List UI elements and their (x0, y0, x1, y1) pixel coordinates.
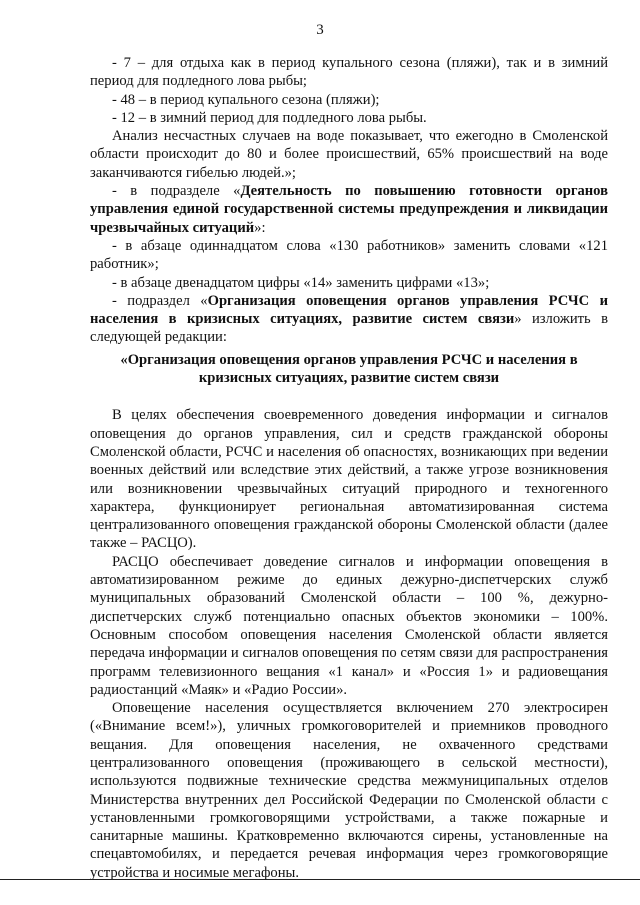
text-run: - 48 – в период купального сезона (пляжи); (112, 91, 380, 108)
text-run: - в абзаце двенадцатом цифры «14» заменить цифрами «13»; (112, 274, 490, 291)
paragraph (90, 91, 608, 109)
page-number: 3 (316, 22, 324, 38)
paragraph (90, 699, 608, 882)
paragraph (90, 237, 608, 274)
text-run: - в абзаце одиннадцатом слова «130 работников» заменить словами «121 работник»; (90, 237, 608, 273)
paragraph (90, 109, 608, 127)
page-bottom-rule (0, 879, 640, 880)
text-run: РАСЦО обеспечивает доведение сигналов и информации оповещения в автоматизированном режиме до единых дежурно-диспетчерских служб муниципальных образований Смоленской области – 100 %, дежурно-диспетчерских служб потенциально опасных объектов экономики – 100%. Основным способом оповещения населения Смоленской области является передача информации и сигналов оповещения по сетям связи для распространения программ телевизионного вещания «1 канал» и «Россия 1» и радиовещания радиостанций «Маяк» и «Радио России». (90, 553, 608, 698)
paragraph (90, 54, 608, 91)
text-run: - 7 – для отдыха как в период купального сезона (пляжи), так и в зимний период для подледного лова рыбы; (90, 55, 608, 90)
text-run: - 12 – в зимний период для подледного лова рыбы. (112, 109, 427, 126)
document-body (90, 54, 608, 882)
text-run: В целях обеспечения своевременного доведения информации и сигналов оповещения до органов управления, сил и средств гражданской обороны Смоленской области, РСЧС и населения об опасностях, возникающих при ведении военных действий или вследствие этих действий, а также угрозе возникновения или возникновении чрезвычайных ситуаций природного и техногенного характера, функционирует региональная автоматизированная система централизованного оповещения гражданской обороны Смоленской области (далее также – РАСЦО). (90, 407, 608, 552)
text-run: - подраздел « (112, 292, 208, 309)
paragraph (90, 182, 608, 237)
text-run: »: (254, 219, 266, 236)
paragraph (90, 127, 608, 182)
text-run: Оповещение населения осуществляется включением 270 электросирен («Внимание всем!»), уличных громкоговорителей и приемников проводного вещания. Для оповещения населения, не охваченного средствами централизованного оповещения (проживающего в сельской местности), используются подвижные технические средства межмуниципальных отделов Министерства внутренних дел Российской Федерации по Смоленской области с установленными громкоговорящими устройствами, а также пожарные и санитарные машины. Кратковременно включаются сирены, установленные на спецавтомобилях, и передается речевая информация через громкоговорящие устройства и носимые мегафоны. (90, 700, 608, 881)
text-run: Анализ несчастных случаев на воде показывает, что ежегодно в Смоленской области происходит до 80 и более происшествий, 65% происшествий на воде заканчиваются гибелью людей.»; (90, 128, 608, 181)
bold-text: Организация оповещения органов управления РСЧС и населения в кризисных ситуациях, развитие систем связи (90, 292, 608, 328)
bold-text: «Организация оповещения органов управления РСЧС и населения в кризисных ситуациях, развитие систем связи (120, 351, 578, 387)
paragraph (90, 292, 608, 347)
paragraph (90, 274, 608, 292)
bold-text: Деятельность по повышению готовности органов управления единой государственной системы предупреждения и ликвидации чрезвычайных ситуаций (90, 183, 608, 236)
paragraph (90, 406, 608, 552)
text-run: - в подразделе « (112, 183, 241, 200)
section-title (90, 351, 608, 388)
paragraph (90, 553, 608, 699)
text-run: » изложить в следующей редакции: (90, 311, 608, 346)
